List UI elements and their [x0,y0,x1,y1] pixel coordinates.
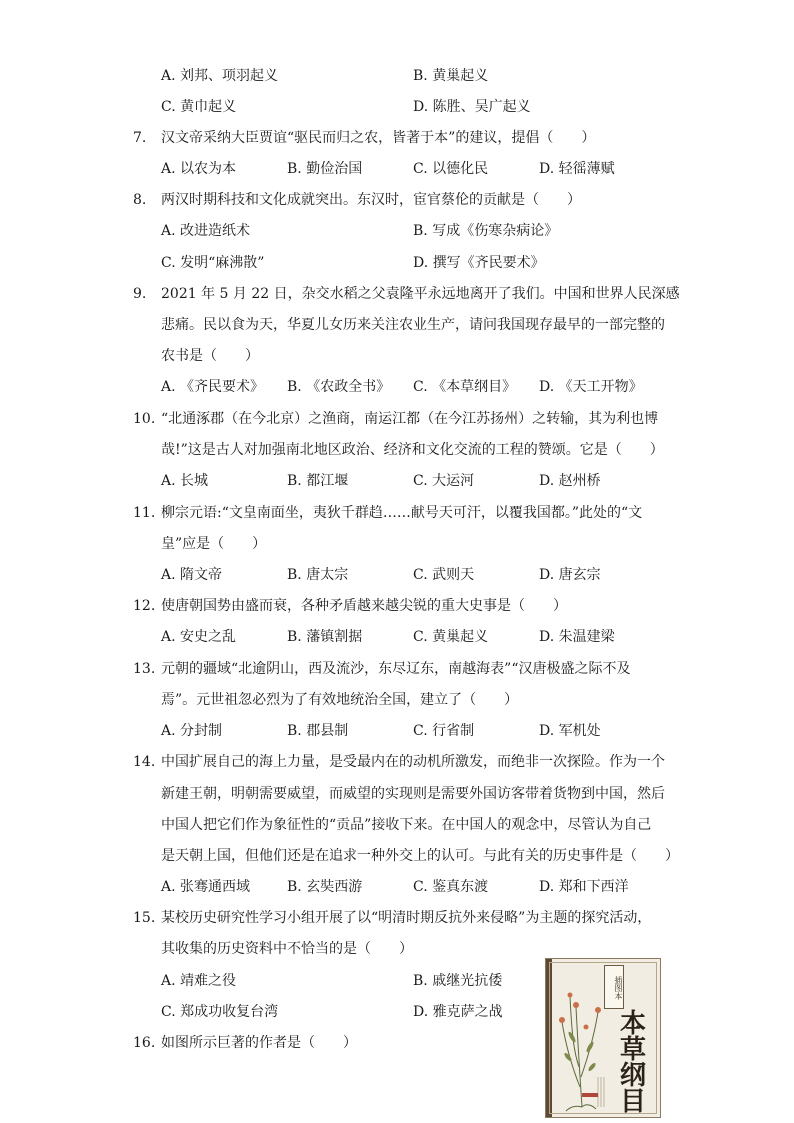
q16-text: 如图所示巨著的作者是（ ） [161,1035,357,1051]
q8-number: 8. [133,192,147,208]
q10-line-1: “北通涿郡（在今北京）之渔商，南运江都（在今江苏扬州）之转输，其为利也博 [161,411,659,427]
q14-line-4: 是天朝上国，但他们还是在追求一种外交上的认可。与此有关的历史事件是（ ） [161,848,679,864]
q7-number: 7. [133,130,147,146]
q10-option-b[interactable]: B. 都江堰 [287,473,349,489]
q7-option-c[interactable]: C. 以德化民 [413,161,489,177]
q11-number: 11. [133,505,156,521]
q13-line-1: 元朝的疆域“北逾阴山，西及流沙，东尽辽东，南越海表”“汉唐极盛之际不及 [161,661,631,677]
book-title-char: 草 [619,1035,646,1065]
q9-number: 9. [133,286,147,302]
q16-number: 16. [133,1035,156,1051]
book-series-label: 插图本 [604,965,624,1009]
q14-number: 14. [133,754,156,770]
q15-option-c[interactable]: C. 郑成功收复台湾 [161,1004,279,1020]
q6-option-b[interactable]: B. 黄巢起义 [413,68,489,84]
q12-option-d[interactable]: D. 朱温建梁 [539,629,615,645]
q10-number: 10. [133,411,156,427]
q12-option-b[interactable]: B. 藩镇割据 [287,629,363,645]
q10-option-a[interactable]: A. 长城 [161,473,209,489]
q10-option-c[interactable]: C. 大运河 [413,473,475,489]
q7-option-d[interactable]: D. 轻徭薄赋 [539,161,615,177]
q13-option-d[interactable]: D. 军机处 [539,723,601,739]
q11-option-c[interactable]: C. 武则天 [413,567,475,583]
q14-option-c[interactable]: C. 鉴真东渡 [413,879,489,895]
q14-line-1: 中国扩展自己的海上力量，是受最内在的动机所激发，而绝非一次探险。作为一个 [161,754,665,770]
q15-line-1: 某校历史研究性学习小组开展了以“明清时期反抗外来侵略”为主题的探究活动， [161,910,652,926]
q11-line-1: 柳宗元语:“文皇南面坐，夷狄千群趋……献号天可汗，以覆我国都。”此处的“文 [161,505,643,521]
q12-number: 12. [133,598,156,614]
q14-line-2: 新建王朝，明朝需要威望，而威望的实现则是需要外国访客带着货物到中国，然后 [161,786,665,802]
q7-option-b[interactable]: B. 勤俭治国 [287,161,363,177]
q12-text: 使唐朝国势由盛而衰，各种矛盾越来越尖锐的重大史事是（ ） [161,598,567,614]
q10-line-2: 哉!”这是古人对加强南北地区政治、经济和文化交流的工程的赞颂。它是（ ） [161,442,664,458]
q9-option-b[interactable]: B. 《农政全书》 [287,379,391,395]
q11-option-b[interactable]: B. 唐太宗 [287,567,349,583]
q15-option-a[interactable]: A. 靖难之役 [161,973,237,989]
publisher-stamp-icon [582,1093,598,1097]
q6-option-d[interactable]: D. 陈胜、吴广起义 [413,99,531,115]
q7-text: 汉文帝采纳大臣贾谊“驱民而归之农，皆著于本”的建议，提倡（ ） [161,130,596,146]
q8-option-a[interactable]: A. 改进造纸术 [161,223,251,239]
q14-option-d[interactable]: D. 郑和下西洋 [539,879,629,895]
book-title-char: 目 [619,1087,646,1117]
q13-option-b[interactable]: B. 郡县制 [287,723,349,739]
q12-option-a[interactable]: A. 安史之乱 [161,629,237,645]
q7-option-a[interactable]: A. 以农为本 [161,161,237,177]
book-cover-image [545,958,661,1118]
book-title [608,1011,658,1115]
q12-option-c[interactable]: C. 黄巢起义 [413,629,489,645]
q6-option-c[interactable]: C. 黄巾起义 [161,99,237,115]
q9-option-a[interactable]: A. 《齐民要术》 [161,379,265,395]
q11-option-a[interactable]: A. 隋文帝 [161,567,223,583]
q8-option-c[interactable]: C. 发明“麻沸散” [161,255,265,271]
q14-option-b[interactable]: B. 玄奘西游 [287,879,363,895]
q6-option-a[interactable]: A. 刘邦、项羽起义 [161,68,279,84]
book-title-char: 本 [619,1009,646,1039]
q15-line-2: 其收集的历史资料中不恰当的是（ ） [161,941,413,957]
q8-text: 两汉时期科技和文化成就突出。东汉时，宦官蔡伦的贡献是（ ） [161,192,581,208]
q15-option-b[interactable]: B. 戚继光抗倭 [413,973,503,989]
q9-line-3: 农书是（ ） [161,348,259,364]
q13-option-c[interactable]: C. 行省制 [413,723,475,739]
q14-option-a[interactable]: A. 张骞通西域 [161,879,251,895]
book-fine-print-icon [596,1077,606,1107]
q11-option-d[interactable]: D. 唐玄宗 [539,567,601,583]
q13-number: 13. [133,661,156,677]
book-title-char: 纲 [619,1061,646,1091]
q10-option-d[interactable]: D. 赵州桥 [539,473,601,489]
q11-line-2: 皇”应是（ ） [161,536,267,552]
q14-line-3: 中国人把它们作为象征性的“贡品”接收下来。在中国人的观念中，尽管认为自己 [161,817,652,833]
q8-option-d[interactable]: D. 撰写《齐民要术》 [413,255,545,271]
q9-option-c[interactable]: C. 《本草纲目》 [413,379,517,395]
q13-option-a[interactable]: A. 分封制 [161,723,223,739]
q15-number: 15. [133,910,156,926]
q9-option-d[interactable]: D. 《天工开物》 [539,379,643,395]
q13-line-2: 焉”。元世祖忽必烈为了有效地统治全国，建立了（ ） [161,692,519,708]
q9-line-1: 2021 年 5 月 22 日，杂交水稻之父袁隆平永远地离开了我们。中国和世界人民深感 [161,286,680,302]
q15-option-d[interactable]: D. 雅克萨之战 [413,1004,503,1020]
q9-line-2: 悲痛。民以食为天，华夏儿女历来关注农业生产，请问我国现存最早的一部完整的 [161,317,665,333]
q8-option-b[interactable]: B. 写成《伤寒杂病论》 [413,223,559,239]
